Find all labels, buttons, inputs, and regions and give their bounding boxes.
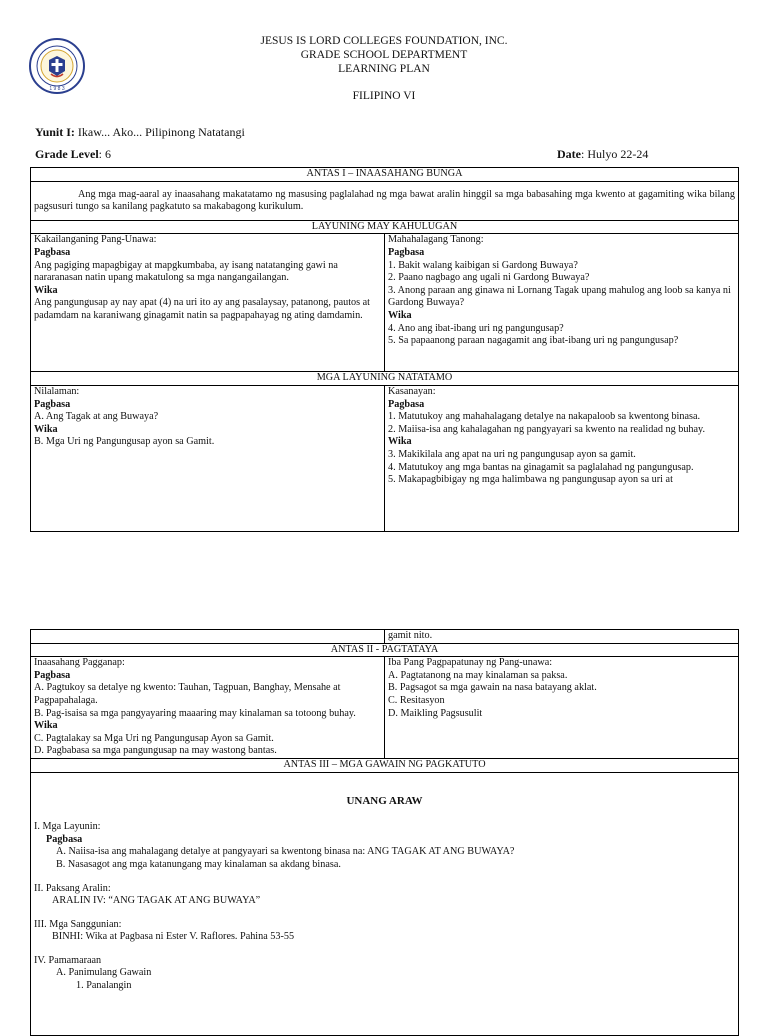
pagganap-cell bbox=[31, 657, 385, 759]
school-name: JESUS IS LORD COLLEGES FOUNDATION, INC. bbox=[260, 35, 508, 47]
antas3-title: ANTAS III – MGA GAWAIN NG PAGKATUTO bbox=[31, 758, 739, 772]
question-2: 2. Paano nagbago ang ugali ni Gardong Buwaya? bbox=[388, 272, 590, 284]
paksa-heading: II. Paksang Aralin: bbox=[34, 882, 111, 894]
tanong-head: Mahahalagang Tanong: bbox=[388, 234, 484, 246]
pagganap-b: B. Pag-isaisa sa mga pangyayaring maaaring may kinalaman sa totoong buhay. bbox=[34, 707, 356, 719]
pang-unawa-head: Kakailanganing Pang-Unawa: bbox=[34, 234, 157, 246]
nilalaman-cell bbox=[31, 385, 385, 531]
layunin-title: LAYUNING MAY KAHULUGAN bbox=[31, 220, 739, 234]
natatamo-title: MGA LAYUNING NATATAMO bbox=[31, 372, 739, 386]
pamamaraan-heading: IV. Pamamaraan bbox=[34, 954, 102, 966]
wika-label: Wika bbox=[34, 720, 58, 732]
grade-label: Grade Level bbox=[35, 147, 99, 161]
pang-unawa-cell bbox=[31, 234, 385, 372]
pagbasa-label: Pagbasa bbox=[388, 246, 425, 258]
antas2-title: ANTAS II - PAGTATAYA bbox=[31, 643, 739, 657]
unit-label: Yunit I: bbox=[35, 125, 75, 139]
pagbasa-label: Pagbasa bbox=[34, 669, 71, 681]
kasanayan-cell bbox=[385, 385, 739, 531]
date-label: Date bbox=[557, 147, 581, 161]
unit-line bbox=[35, 125, 245, 140]
date-line bbox=[557, 147, 648, 162]
unang-araw-heading: UNANG ARAW bbox=[346, 794, 423, 807]
tanong-cell bbox=[385, 234, 739, 372]
panimulang-gawain: A. Panimulang Gawain bbox=[56, 967, 152, 979]
panalangin: 1. Panalangin bbox=[76, 980, 132, 992]
skill-3: 3. Makikilala ang apat na uri ng pangungusap ayon sa gamit. bbox=[388, 448, 636, 460]
nilalaman-b: B. Mga Uri ng Pangungusap ayon sa Gamit. bbox=[34, 436, 215, 448]
pagganap-head: Inaasahang Pagganap: bbox=[34, 657, 125, 669]
kasanayan-head: Kasanayan: bbox=[388, 385, 436, 397]
gawain-cell bbox=[31, 772, 739, 1035]
pagpapatunay-b: B. Pagsagot sa mga gawain na nasa batayang aklat. bbox=[388, 682, 597, 694]
date-value: : Hulyo 22-24 bbox=[581, 147, 649, 161]
document-type: LEARNING PLAN bbox=[338, 63, 430, 75]
wika-understanding: Ang pangungusap ay nay apat (4) na uri ito ay ang pasalaysay, patanong, pautos at padamdam na karaniwang ginagamit natin sa pagpapahayag ng ating damdamin. bbox=[34, 297, 370, 321]
pagbasa-label: Pagbasa bbox=[34, 246, 71, 258]
plan-table-page2 bbox=[30, 629, 739, 1036]
pagpapatunay-a: A. Pagtatanong na may kinalaman sa paksa. bbox=[388, 669, 568, 681]
question-4: 4. Ano ang ibat-ibang uri ng pangungusap? bbox=[388, 322, 564, 334]
pagganap-c: C. Pagtalakay sa Mga Uri ng Pangungusap Ayon sa Gamit. bbox=[34, 732, 274, 744]
sanggunian-heading: III. Mga Sanggunian: bbox=[34, 918, 122, 930]
skill-4: 4. Matutukoy ang mga bantas na ginagamit sa paglalahad ng pangungusap. bbox=[388, 461, 694, 473]
skill-1: 1. Matutukoy ang mahahalagang detalye na nakapaloob sa kwentong binasa. bbox=[388, 411, 701, 423]
nilalaman-a: A. Ang Tagak at ang Buwaya? bbox=[34, 411, 159, 423]
unit-value: Ikaw... Ako... Pilipinong Natatangi bbox=[74, 125, 245, 139]
pagpapatunay-d: D. Maikling Pagsusulit bbox=[388, 707, 483, 719]
plan-table-page1 bbox=[30, 167, 739, 532]
question-3: 3. Anong paraan ang ginawa ni Lornang Tagak upang mahulog ang loob sa kanya ni Gardong Buwaya? bbox=[388, 284, 731, 309]
pagganap-d: D. Pagbabasa sa mga pangungusap na may wastong bantas. bbox=[34, 745, 277, 757]
layunin-a: A. Naiisa-isa ang mahalagang detalye at pangyayari sa kwentong binasa na: ANG TAGAK AT ANG BUWAYA? bbox=[56, 846, 515, 858]
pagganap-a: A. Pagtukoy sa detalye ng kwento: Tauhan, Tagpuan, Banghay, Mensahe at Pagpapahalaga. bbox=[34, 682, 341, 706]
department-name: GRADE SCHOOL DEPARTMENT bbox=[300, 49, 468, 61]
nilalaman-head: Nilalaman: bbox=[34, 385, 80, 397]
skill-5: 5. Makapagbibigay ng mga halimbawa ng pangungusap ayon sa uri at bbox=[388, 474, 673, 486]
skill-2: 2. Maiisa-isa ang kahalagahan ng pangyayari sa kwento na realidad ng buhay. bbox=[388, 423, 706, 435]
layunin-heading: I. Mga Layunin: bbox=[34, 821, 101, 833]
pagpapatunay-cell bbox=[385, 657, 739, 759]
seal-year: 1 9 8 3 bbox=[49, 86, 65, 92]
sanggunian-text: BINHI: Wika at Pagbasa ni Ester V. Raflores. Pahina 53-55 bbox=[52, 931, 295, 943]
pagbasa-label: Pagbasa bbox=[46, 833, 83, 845]
grade-value: : 6 bbox=[98, 147, 111, 161]
wika-label: Wika bbox=[388, 436, 412, 448]
continuation-left bbox=[31, 630, 385, 644]
wika-label: Wika bbox=[34, 284, 58, 296]
layunin-b: B. Nasasagot ang mga katanungang may kinalaman sa akdang binasa. bbox=[56, 858, 341, 870]
continuation-text: gamit nito. bbox=[385, 630, 739, 644]
question-5: 5. Sa papaanong paraan nagagamit ang ibat-ibang uri ng pangungusap? bbox=[388, 335, 679, 347]
subject-title: FILIPINO VI bbox=[352, 90, 416, 102]
antas1-title: ANTAS I – INAASAHANG BUNGA bbox=[31, 168, 739, 182]
grade-line bbox=[35, 147, 111, 162]
pagpapatunay-head: Iba Pang Pagpapatunay ng Pang-unawa: bbox=[388, 657, 553, 669]
pagbasa-label: Pagbasa bbox=[388, 398, 425, 410]
pagbasa-understanding: Ang pagiging mapagbigay at mapgkumbaba, ay isang natatanging gawi na nararanasan natin upang makatulong sa mga nangangailangan. bbox=[34, 259, 338, 284]
paksa-text: ARALIN IV: “ANG TAGAK AT ANG BUWAYA” bbox=[52, 895, 261, 907]
pagbasa-label: Pagbasa bbox=[34, 398, 71, 410]
pagpapatunay-c: C. Resitasyon bbox=[388, 694, 445, 706]
antas1-text: Ang mga mag-aaral ay inaasahang makatatamo ng masusing paglalahad ng mga bawat aralin hinggil sa mga babasahing mga kwento at gagamiting wika bilang pagsusuri tungo sa kanilang pagkatuto sa makabagong kurikulum. bbox=[31, 181, 739, 220]
question-1: 1. Bakit walang kaibigan si Gardong Buwaya? bbox=[388, 259, 578, 271]
wika-label: Wika bbox=[34, 423, 58, 435]
wika-label: Wika bbox=[388, 309, 412, 321]
